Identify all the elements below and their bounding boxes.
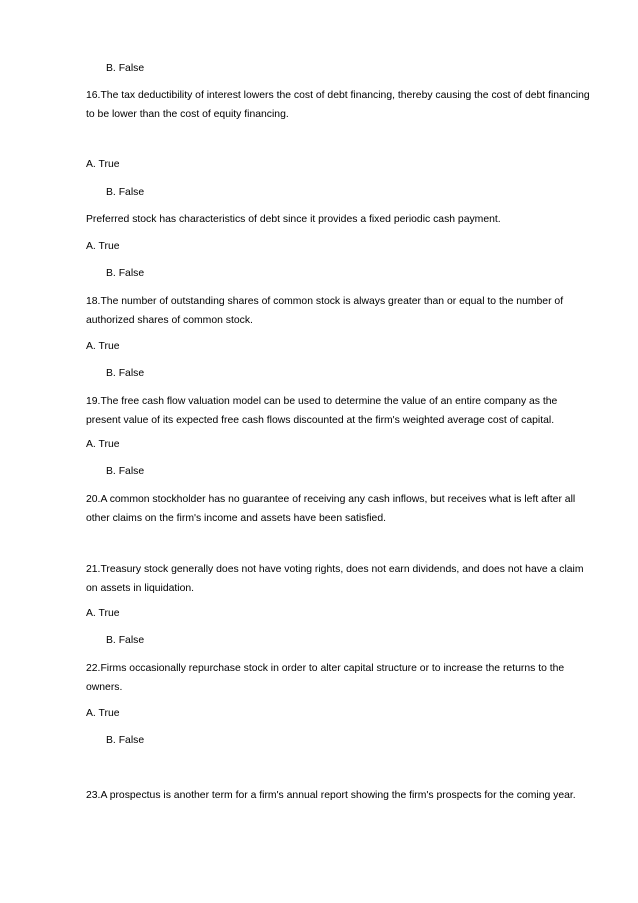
question-18: 18.The number of outstanding shares of common stock is always greater than or equal to the number of authorized shares of common stock. — [86, 296, 564, 326]
option-false: B. False — [106, 735, 145, 746]
question-20: 20.A common stockholder has no guarantee of receiving any cash inflows, but receives what is left after all other claims on the firm's income and assets have been satisfied. — [86, 494, 576, 524]
question-22: 22.Firms occasionally repurchase stock in order to alter capital structure or to increase the returns to the owners. — [86, 663, 565, 693]
option-false: B. False — [106, 187, 145, 198]
option-false: B. False — [106, 368, 145, 379]
option-true: A. True — [86, 608, 120, 619]
option-true: A. True — [86, 159, 120, 170]
option-true: A. True — [86, 241, 120, 252]
question-21: 21.Treasury stock generally does not have voting rights, does not earn dividends, and does not have a claim on assets in liquidation. — [86, 564, 584, 594]
option-false: B. False — [106, 63, 145, 74]
option-false: B. False — [106, 268, 145, 279]
question-17: Preferred stock has characteristics of debt since it provides a fixed periodic cash payment. — [86, 214, 501, 225]
question-23: 23.A prospectus is another term for a firm's annual report showing the firm's prospects for the coming year. — [86, 790, 576, 801]
option-true: A. True — [86, 439, 120, 450]
question-19: 19.The free cash flow valuation model can be used to determine the value of an entire company as the present value of its expected free cash flows discounted at the firm's weighted average cost of capital. — [86, 396, 558, 426]
option-false: B. False — [106, 466, 145, 477]
question-16: 16.The tax deductibility of interest lowers the cost of debt financing, thereby causing the cost of debt financing to be lower than the cost of equity financing. — [86, 90, 590, 120]
option-true: A. True — [86, 708, 120, 719]
option-false: B. False — [106, 635, 145, 646]
option-true: A. True — [86, 341, 120, 352]
